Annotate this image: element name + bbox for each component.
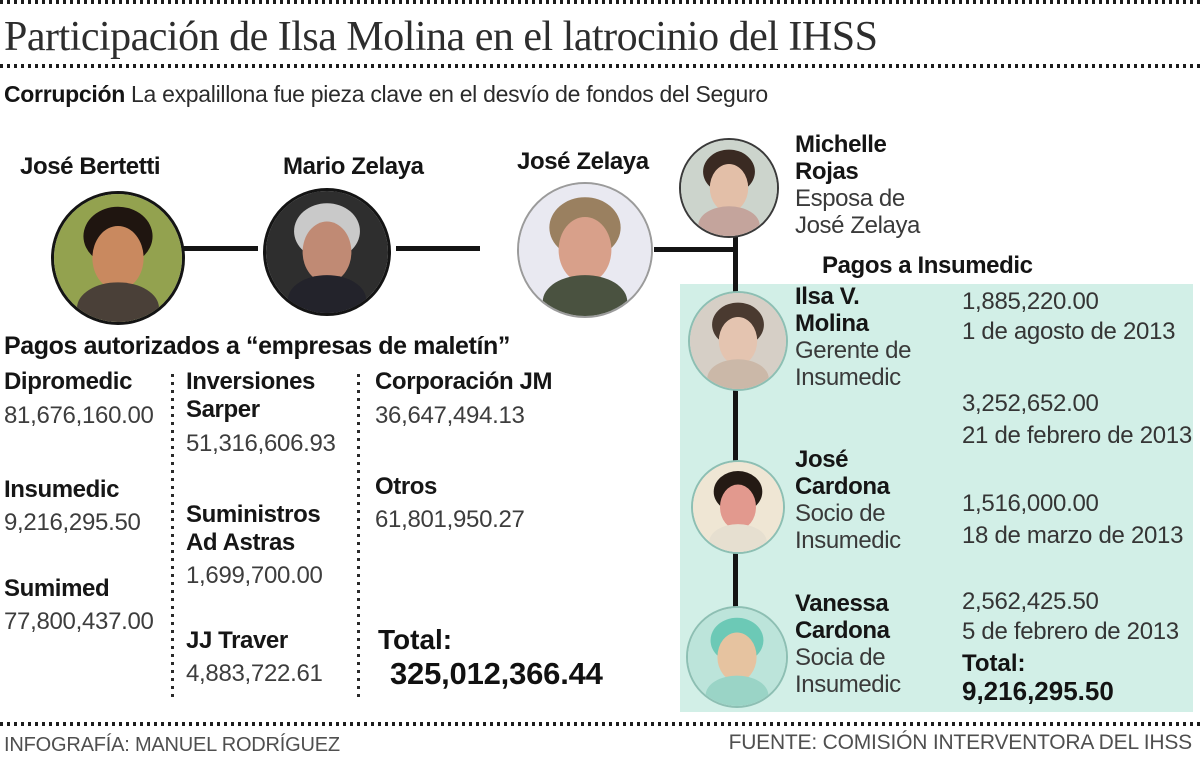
infographic-credit: INFOGRAFÍA: MANUEL RODRÍGUEZ [4,734,340,756]
source-credit: FUENTE: COMISIÓN INTERVENTORA DEL IHSS [728,731,1192,754]
person-name-mario-zelaya: Mario Zelaya [283,153,424,180]
payment-date: 21 de febrero de 2013 [962,422,1192,449]
person-role-ilsa-molina: Gerente de Insumedic [795,337,912,391]
payment-amount: 2,562,425.50 [962,588,1099,615]
company-amount: 61,801,950.27 [375,506,525,533]
company-amount: 1,699,700.00 [186,562,323,589]
company-name: Corporación JM [375,368,553,395]
photo-michelle-rojas [679,138,779,238]
column-divider [171,374,174,700]
payment-date: 1 de agosto de 2013 [962,318,1176,345]
company-name: Otros [375,473,438,500]
person-name-jose-cardona: José Cardona [795,446,890,500]
insumedic-total-label: Total: [962,650,1026,677]
person-name-ilsa-molina: Ilsa V. Molina [795,283,869,337]
person-role-vanessa-cardona: Socia de Insumedic [795,644,901,698]
company-name: Inversiones Sarper [186,368,315,423]
payment-amount: 1,516,000.00 [962,490,1099,517]
company-name: Sumimed [4,575,110,602]
kicker-text: La expalillona fue pieza clave en el desvío de fondos del Seguro [131,81,768,107]
kicker-label: Corrupción [4,81,125,107]
payment-amount: 1,885,220.00 [962,288,1099,315]
photo-jose-cardona [691,460,785,554]
person-role-jose-cardona: Socio de Insumedic [795,500,901,554]
company-amount: 4,883,722.61 [186,660,323,687]
payment-date: 18 de marzo de 2013 [962,522,1184,549]
column-divider [357,374,360,700]
payment-amount: 3,252,652.00 [962,390,1099,417]
left-total-value: 325,012,366.44 [390,656,603,691]
photo-mario-zelaya [263,188,391,316]
left-table-title: Pagos autorizados a “empresas de maletín” [4,332,511,360]
company-amount: 81,676,160.00 [4,402,154,429]
footer-dotted-rule [0,722,1200,726]
company-amount: 36,647,494.13 [375,402,525,429]
payment-date: 5 de febrero de 2013 [962,618,1179,645]
company-name: Suministros Ad Astras [186,501,321,556]
person-name-jose-bertetti: José Bertetti [20,153,161,180]
company-amount: 9,216,295.50 [4,509,141,536]
company-name: Insumedic [4,476,120,503]
photo-ilsa-molina [688,291,788,391]
photo-jose-zelaya [517,182,653,318]
company-amount: 51,316,606.93 [186,430,336,457]
top-dotted-rule [0,0,1200,4]
person-name-vanessa-cardona: Vanessa Cardona [795,590,890,644]
title-dotted-rule [0,64,1200,68]
page-title: Participación de Ilsa Molina en el latrocinio del IHSS [4,14,878,60]
kicker [4,81,768,108]
photo-jose-bertetti [51,191,185,325]
person-name-michelle-rojas: Michelle Rojas [795,131,887,185]
insumedic-panel-title: Pagos a Insumedic [822,252,1033,279]
company-name: JJ Traver [186,627,288,654]
connector-josezelaya-branch [654,247,736,252]
person-role-michelle-rojas: Esposa de José Zelaya [795,185,920,239]
photo-vanessa-cardona [686,606,788,708]
person-name-jose-zelaya: José Zelaya [517,148,649,175]
left-total-label: Total: [378,624,453,655]
company-amount: 77,800,437.00 [4,608,154,635]
connector-mario-josezelaya [396,246,480,251]
connector-bertetti-mario [174,246,258,251]
company-name: Dipromedic [4,368,133,395]
insumedic-total-value: 9,216,295.50 [962,676,1114,706]
